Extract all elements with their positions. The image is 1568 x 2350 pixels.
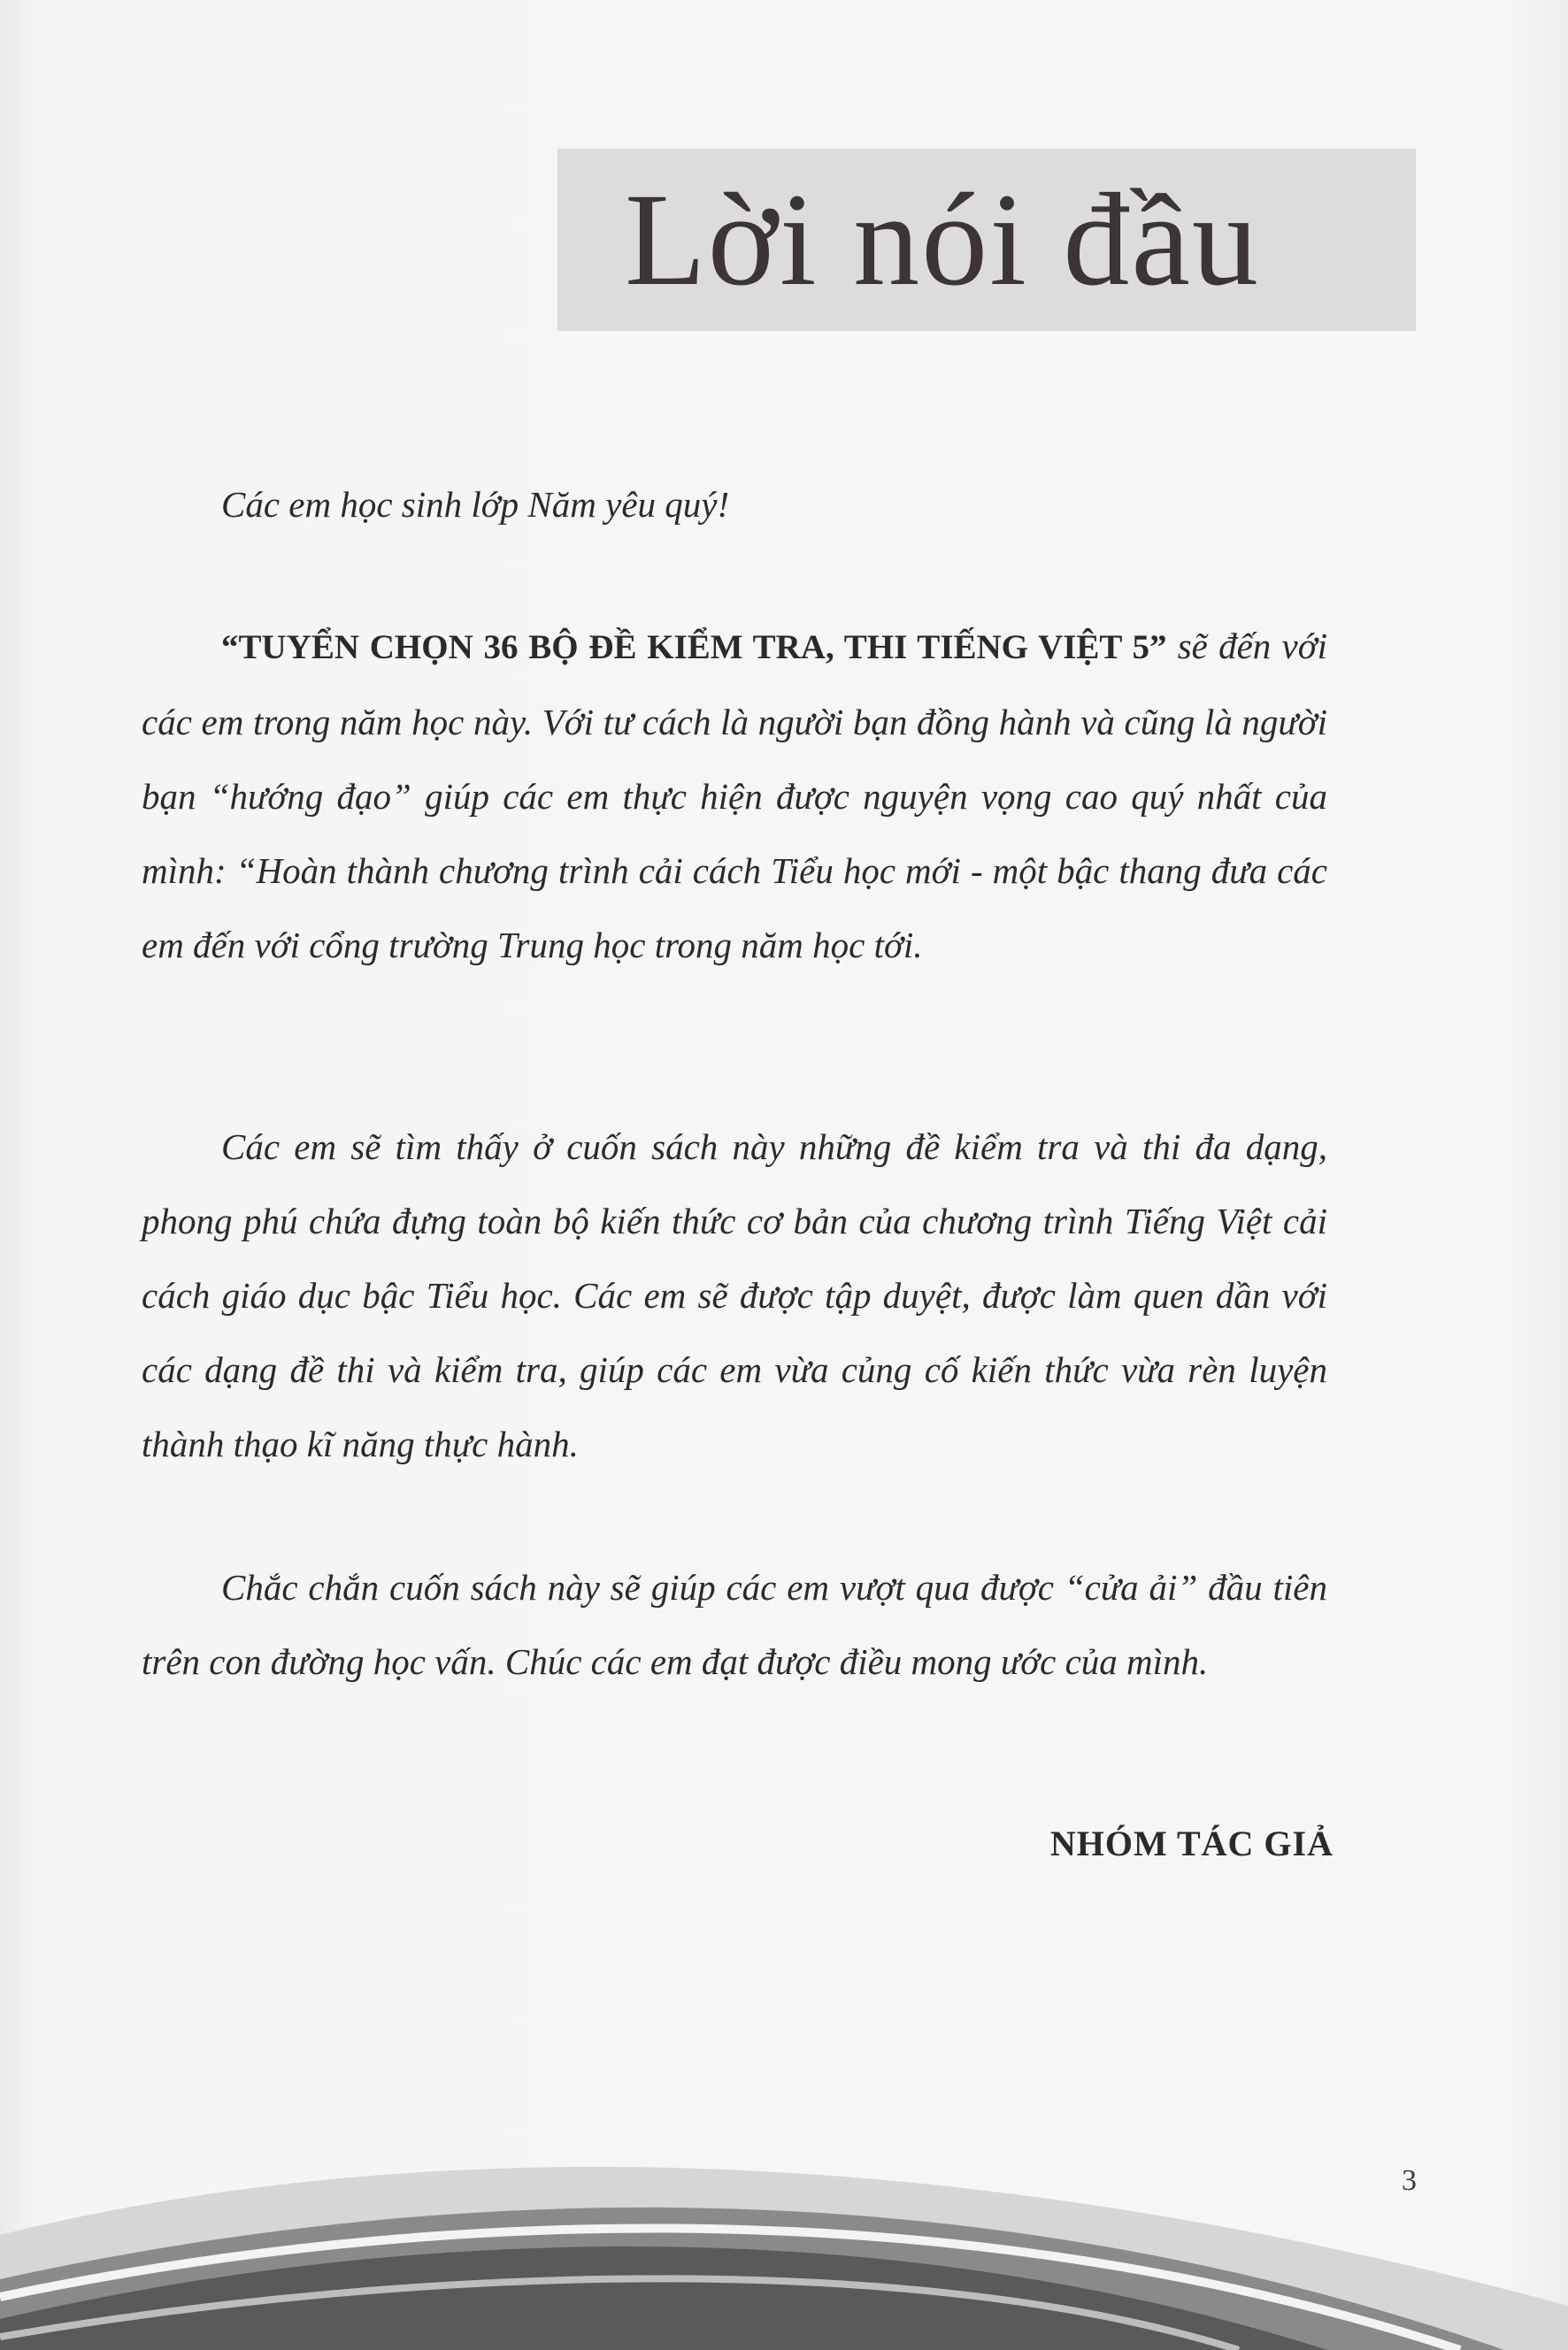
title-banner [557,149,1416,331]
paragraph-1-text: sẽ đến với các em trong năm học này. Với tư cách là người bạn đồng hành và cũng là người bạn “hướng đạo” giúp các em thực hiện được nguyện vọng cao quý nhất của mình: “Hoàn thành chương trình cải cách Tiểu học mới - một bậc thang đưa các em đến với cổng trường Trung học trong năm học tới. [142,626,1327,965]
decorative-waves [0,2129,1568,2350]
page-number: 3 [1402,2164,1417,2197]
greeting: Các em học sinh lớp Năm yêu quý! [221,484,730,525]
paragraph-2: Các em sẽ tìm thấy ở cuốn sách này những đề kiểm tra và thi đa dạng, phong phú chứa đựng toàn bộ kiến thức cơ bản của chương trình Tiếng Việt cải cách giáo dục bậc Tiểu học. Các em sẽ được tập duyệt, được làm quen dần với các dạng đề thi và kiểm tra, giúp các em vừa củng cố kiến thức vừa rèn luyện thành thạo kĩ năng thực hành. [142,1126,1327,1464]
paragraph-3: Chắc chắn cuốn sách này sẽ giúp các em vượt qua được “cửa ải” đầu tiên trên con đường học vấn. Chúc các em đạt được điều mong ước của mình. [142,1567,1327,1682]
paragraph-1 [142,609,1327,982]
book-title: “TUYỂN CHỌN 36 BỘ ĐỀ KIỂM TRA, THI TIẾNG VIỆT 5” [221,628,1167,666]
page-title: Lời nói đầu [625,166,1260,313]
author-signature: NHÓM TÁC GIẢ [1049,1824,1334,1863]
